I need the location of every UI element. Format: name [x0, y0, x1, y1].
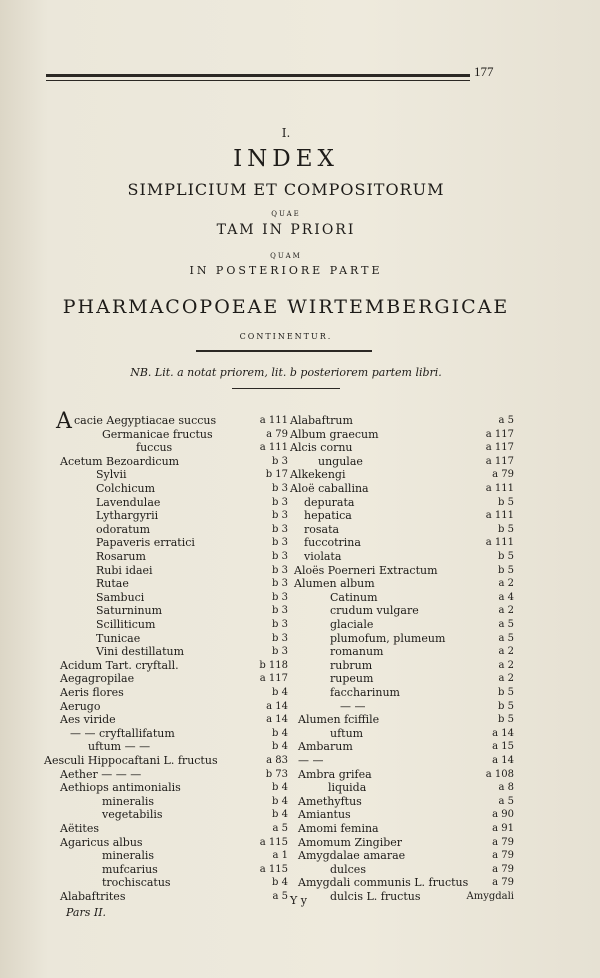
left-entry-term: Sambuci — [96, 590, 145, 604]
right-entry-term: Ambra grifea — [298, 767, 372, 781]
left-entry-term: Lavendulae — [96, 495, 161, 509]
left-entry-term: Saturninum — [96, 604, 163, 618]
left-entry-reference: b 3 — [272, 551, 288, 562]
left-entry-reference: a 111 — [259, 415, 288, 426]
left-entry-reference: b 73 — [265, 768, 288, 780]
right-entry-reference: a 14 — [492, 727, 514, 739]
right-entry-reference: a 4 — [498, 591, 514, 603]
right-entry-term: violata — [304, 550, 342, 563]
right-entry-term: dulcis L. fructus — [330, 890, 421, 903]
right-entry-term: Amomi femina — [298, 822, 379, 835]
right-entry-term: Catinum — [330, 590, 378, 604]
left-entry-reference: a 83 — [266, 755, 288, 766]
right-entry-term: Aloës Poerneri Extractum — [294, 563, 438, 577]
left-entry-term: Acidum Tart. cryftall. — [60, 658, 179, 672]
right-entry-reference: b 5 — [498, 687, 514, 698]
left-entry-term: Aesculi Hippocaftani L. fructus — [44, 754, 218, 767]
left-entry-term: Vini destillatum — [96, 645, 185, 659]
right-entry-term: Aloë caballina — [290, 482, 369, 495]
left-entry-reference: a 14 — [266, 700, 288, 712]
abbreviation-note: NB. Lit. a notat priorem, lit. b posteriorem partem libri. — [130, 366, 442, 379]
right-entry-term: rubrum — [330, 658, 373, 672]
left-entry-term: Aeris flores — [60, 686, 124, 699]
left-entry-term: mineralis — [102, 849, 155, 863]
right-entry-term: Ambarum — [298, 740, 353, 754]
top-rule — [46, 74, 470, 77]
right-entry-reference: b 5 — [498, 496, 514, 508]
left-entry-reference: b 3 — [272, 578, 288, 590]
right-entry-reference: b 5 — [498, 564, 514, 576]
right-entry-term: hepatica — [304, 509, 352, 523]
right-entry-term: Alcis cornu — [290, 441, 353, 455]
left-entry-term: Germanicae fructus — [102, 427, 213, 441]
left-entry-reference: b 3 — [272, 591, 288, 603]
page-number: 177 — [474, 64, 494, 79]
initial-letter-a: A — [56, 409, 72, 434]
left-entry-reference: a 115 — [259, 836, 288, 848]
right-entry-reference: a 79 — [492, 877, 514, 889]
left-entry-term: Aëtites — [60, 822, 99, 835]
left-entry-term: odoratum — [96, 522, 151, 536]
right-entry-reference: a 91 — [492, 823, 514, 834]
right-entry-reference: a 117 — [485, 442, 514, 454]
right-entry-reference: b 5 — [498, 700, 514, 712]
left-entry-term: Aegagropilae — [60, 672, 135, 686]
left-entry-reference: b 4 — [272, 687, 288, 698]
right-entry-reference: a 111 — [485, 510, 514, 522]
right-entry-term: depurata — [304, 495, 355, 509]
right-entry-reference: a 5 — [498, 795, 514, 807]
left-entry-reference: b 118 — [259, 659, 288, 671]
left-entry-term: trochiscatus — [102, 876, 171, 890]
left-entry-reference: b 3 — [272, 496, 288, 508]
left-entry-reference: b 3 — [272, 537, 288, 549]
left-entry-reference: b 3 — [272, 619, 288, 630]
note-rule — [232, 388, 340, 389]
right-entry-reference: a 15 — [492, 741, 514, 753]
right-entry-term: glaciale — [330, 618, 374, 631]
right-entry-reference: a 90 — [492, 809, 514, 821]
subtitle-line-5: IN POSTERIORE PARTE — [189, 264, 383, 277]
right-entry-term: faccharinum — [330, 686, 400, 699]
right-entry-reference: a 8 — [498, 782, 514, 794]
left-entry-term: Rosarum — [96, 550, 146, 563]
right-entry-term: Amiantus — [298, 808, 351, 822]
right-entry-reference: a 2 — [498, 673, 514, 685]
middle-rule — [196, 350, 372, 352]
left-entry-term: vegetabilis — [102, 808, 163, 822]
subtitle-line-2: QUAE — [271, 210, 301, 218]
right-entry-term: — — — [298, 754, 324, 767]
left-entry-reference: a 5 — [272, 823, 288, 834]
right-entry-reference: a 14 — [492, 755, 514, 766]
subtitle-line-1: SIMPLICIUM ET COMPOSITORUM — [127, 180, 445, 199]
right-entry-reference: a 5 — [498, 619, 514, 630]
left-entry-term: Alabaftrites — [60, 890, 126, 903]
right-entry-reference: a 111 — [485, 537, 514, 549]
right-entry-term: Album graecum — [290, 427, 379, 441]
right-entry-reference: a 5 — [498, 415, 514, 426]
left-entry-term: Rutae — [96, 577, 129, 591]
subtitle-line-7: CONTINENTUR. — [239, 332, 333, 341]
left-entry-term: uftum — — — [88, 740, 151, 754]
left-entry-reference: b 4 — [272, 795, 288, 807]
right-entry-reference: a 79 — [492, 850, 514, 862]
left-entry-reference: b 3 — [272, 523, 288, 535]
left-entry-term: Colchicum — [96, 482, 155, 495]
left-entry-reference: b 3 — [272, 510, 288, 522]
right-entry-reference: Amygdali — [466, 891, 514, 902]
left-entry-reference: b 3 — [272, 646, 288, 658]
right-entry-term: plumofum, plumeum — [330, 631, 446, 645]
right-entry-term: — — — [340, 699, 366, 713]
right-entry-term: romanum — [330, 645, 384, 659]
subtitle-line-6: PHARMACOPOEAE WIRTEMBERGICAE — [62, 296, 510, 318]
left-entry-reference: b 3 — [272, 605, 288, 617]
right-entry-term: Amomum Zingiber — [298, 835, 403, 849]
right-entry-term: rosata — [304, 522, 340, 536]
left-entry-reference: a 117 — [259, 673, 288, 685]
left-entry-reference: b 17 — [265, 469, 288, 481]
left-entry-reference: b 3 — [272, 632, 288, 644]
right-entry-term: ungulae — [318, 454, 363, 468]
left-entry-reference: b 3 — [272, 455, 288, 467]
left-entry-reference: b 4 — [272, 877, 288, 889]
right-entry-reference: b 5 — [498, 523, 514, 535]
left-entry-reference: b 3 — [272, 564, 288, 576]
left-entry-term: cacie Aegyptiacae succus — [74, 414, 217, 427]
left-entry-term: Sylvii — [96, 468, 127, 482]
left-entry-term: mineralis — [102, 794, 155, 808]
left-entry-term: — — cryftallifatum — [70, 726, 175, 740]
right-entry-reference: a 2 — [498, 578, 514, 590]
right-entry-term: crudum vulgare — [330, 604, 419, 618]
index-title: INDEX — [233, 146, 339, 172]
left-entry-reference: b 3 — [272, 483, 288, 494]
right-entry-reference: a 108 — [485, 768, 514, 780]
left-entry-reference: a 1 — [272, 850, 288, 862]
part-label — [66, 906, 106, 919]
left-entry-term: Papaveris erratici — [96, 536, 195, 550]
right-entry-term: Alumen album — [294, 577, 375, 591]
left-entry-term: Rubi idaei — [96, 563, 153, 577]
part-label-text: Pars II. — [66, 906, 107, 919]
left-entry-term: Lythargyrii — [96, 509, 159, 523]
right-entry-reference: b 5 — [498, 551, 514, 562]
right-entry-reference: a 117 — [485, 455, 514, 467]
right-entry-reference: a 79 — [492, 863, 514, 875]
signature-mark: Y y — [290, 894, 307, 907]
right-entry-term: Alumen fciffile — [298, 713, 380, 727]
left-entry-term: Tunicae — [96, 631, 141, 645]
left-entry-term: Scilliticum — [96, 618, 156, 631]
right-entry-term: liquida — [328, 781, 367, 795]
left-entry-term: Aether — — — — [60, 767, 142, 781]
right-entry-reference: a 5 — [498, 632, 514, 644]
left-entry-reference: b 4 — [272, 809, 288, 821]
right-entry-term: Alkekengi — [290, 468, 346, 482]
right-entry-term: rupeum — [330, 672, 374, 686]
right-entry-term: uftum — [330, 726, 364, 740]
left-entry-term: Agaricus albus — [60, 835, 143, 849]
right-entry-reference: a 2 — [498, 605, 514, 617]
left-entry-term: Aerugo — [60, 699, 101, 713]
section-number: I. — [281, 126, 291, 140]
left-entry-term: Aes viride — [60, 713, 116, 727]
right-entry-reference: a 2 — [498, 646, 514, 658]
right-entry-term: Amethyftus — [298, 794, 362, 808]
subtitle-line-4: QUAM — [270, 252, 302, 260]
subtitle-line-3: TAM IN PRIORI — [216, 222, 356, 238]
left-entry-reference: a 111 — [259, 442, 288, 454]
top-rule-thin — [46, 80, 470, 81]
left-entry-reference: a 14 — [266, 714, 288, 726]
right-entry-term: Amygdalae amarae — [298, 849, 406, 863]
left-entry-reference: a 79 — [266, 428, 288, 440]
left-entry-reference: a 5 — [272, 891, 288, 902]
left-entry-term: Acetum Bezoardicum — [60, 454, 180, 468]
right-entry-term: fuccotrina — [304, 536, 361, 550]
left-entry-term: mufcarius — [102, 862, 158, 876]
right-entry-term: dulces — [330, 862, 366, 876]
right-entry-reference: a 79 — [492, 836, 514, 848]
right-entry-reference: b 5 — [498, 714, 514, 726]
left-entry-term: Aethiops antimonialis — [60, 781, 181, 795]
left-entry-term: fuccus — [136, 441, 173, 455]
right-entry-reference: a 79 — [492, 469, 514, 481]
right-entry-reference: a 2 — [498, 659, 514, 671]
left-entry-reference: a 115 — [259, 863, 288, 875]
right-entry-reference: a 117 — [485, 428, 514, 440]
left-entry-reference: b 4 — [272, 741, 288, 753]
right-entry-term: Alabaftrum — [290, 414, 353, 427]
left-entry-reference: b 4 — [272, 727, 288, 739]
right-entry-reference: a 111 — [485, 483, 514, 494]
left-entry-reference: b 4 — [272, 782, 288, 794]
right-entry-term: Amygdali communis L. fructus — [298, 876, 469, 890]
